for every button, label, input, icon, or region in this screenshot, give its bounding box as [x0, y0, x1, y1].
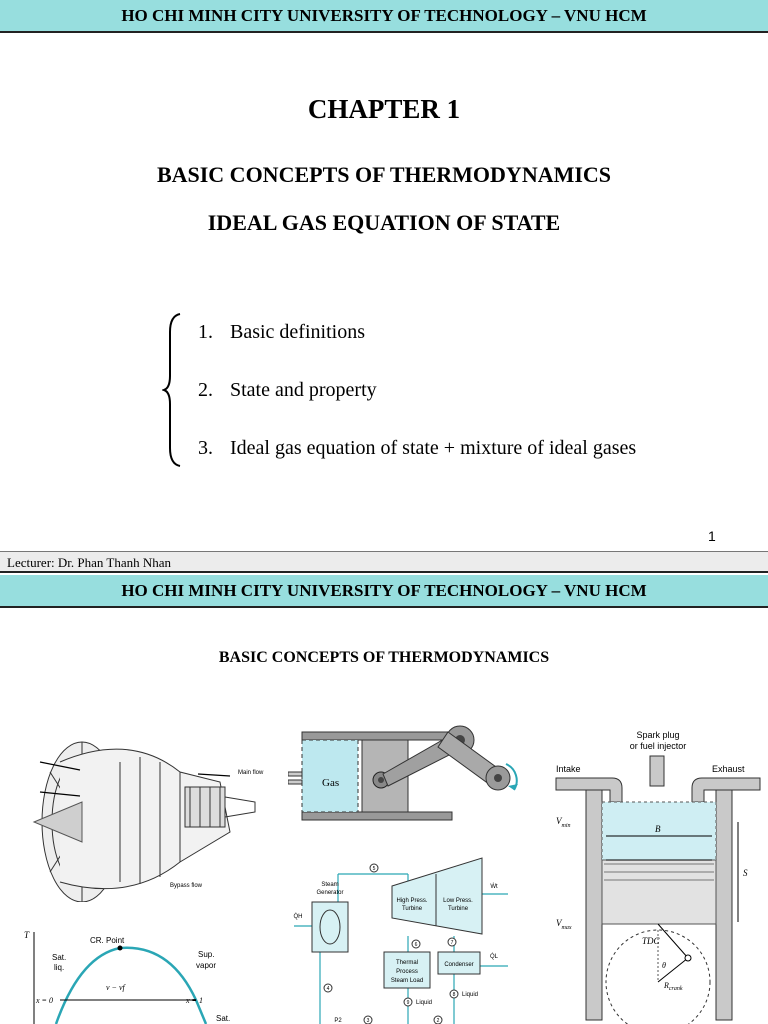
exhaust-label: Exhaust: [712, 764, 745, 774]
critical-point-label: CR. Point: [90, 936, 125, 945]
list-item: 3. Ideal gas equation of state + mixture of ideal gases: [198, 437, 637, 459]
sup-vapor-label: Sup.: [198, 950, 215, 959]
svg-text:Vmax: $V_{max}$: [556, 918, 572, 931]
list-item: 2. State and property: [198, 379, 377, 401]
cogeneration-plant-figure: [288, 852, 528, 1024]
x1-label: x = 1: [186, 996, 203, 1005]
subtitle-ideal-gas: IDEAL GAS EQUATION OF STATE: [207, 210, 561, 235]
list-item: 1. Basic definitions: [198, 321, 365, 343]
university-header: HO CHI MINH CITY UNIVERSITY OF TECHNOLOGY – VNU HCM: [121, 6, 647, 25]
university-header: HO CHI MINH CITY UNIVERSITY OF TECHNOLOGY – VNU HCM: [121, 581, 647, 600]
lecturer-footer: [0, 551, 768, 573]
hp-turbine-label: High Press.: [396, 898, 428, 904]
ic-engine-figure: [552, 726, 768, 1024]
svg-text:liq.: liq.: [54, 963, 65, 972]
t-axis-label: T: [24, 930, 30, 940]
liquid-label: Liquid: [461, 992, 479, 998]
svg-text:Turbine: Turbine: [401, 906, 423, 912]
state-7-marker: 7: [450, 940, 454, 946]
svg-text:Turbine: Turbine: [447, 906, 469, 912]
lecturer-name: Lecturer: Dr. Phan Thanh Nhan: [7, 555, 172, 570]
piston-cylinder-figure: [288, 712, 538, 840]
wt-label: Ẇt: [490, 884, 498, 890]
ql-label: Q̇L: [489, 954, 499, 960]
svg-text:Steam Load: Steam Load: [390, 978, 424, 984]
vmin-label: V: [556, 816, 562, 826]
vmax-label: V: [556, 918, 562, 928]
svg-text:Process: Process: [396, 969, 418, 975]
fuel-injector-label: or fuel injector: [629, 741, 687, 751]
curly-brace-icon: [162, 312, 184, 473]
tdc-label: TDC: [642, 936, 660, 946]
state-9-marker: 9: [406, 1000, 410, 1006]
gas-label: Gas: [322, 777, 340, 789]
bypass-flow-label: Bypass flow: [170, 883, 203, 889]
condenser-label: Condenser: [444, 962, 474, 968]
qh-label: Q̇H: [293, 914, 303, 920]
chapter-title: CHAPTER 1: [307, 94, 461, 124]
state-4-marker: 4: [326, 986, 330, 992]
svg-text:Vmin: $V_{min}$: [556, 816, 571, 829]
liquid-label: Liquid: [415, 1000, 433, 1006]
page-number: 1: [708, 528, 716, 544]
subtitle-thermodynamics: BASIC CONCEPTS OF THERMODYNAMICS: [156, 162, 612, 187]
lp-turbine-label: Low Press.: [443, 898, 473, 904]
state-6-marker: 6: [414, 942, 418, 948]
slide2-header-band: [0, 575, 768, 608]
rcrank-label: R: [664, 981, 669, 990]
state-3-marker: 3: [366, 1018, 370, 1024]
p2-label: P2: [334, 1018, 342, 1024]
state-5-marker: 5: [372, 866, 376, 872]
slide1-header-band: [0, 0, 768, 33]
x0-label: x = 0: [36, 996, 53, 1005]
intake-label: Intake: [556, 764, 581, 774]
t-v-diagram-figure: [20, 926, 270, 1024]
svg-text:vapor: vapor: [196, 961, 217, 970]
state-8-marker: 8: [452, 992, 456, 998]
steam-generator-label: Steam: [321, 882, 339, 888]
slide2-title: BASIC CONCEPTS OF THERMODYNAMICS: [218, 649, 550, 666]
spark-plug-label: Spark plug: [636, 730, 680, 740]
svg-text:Rcrank: $R_{crank}$: [664, 981, 683, 992]
state-2-marker: 2: [436, 1018, 440, 1024]
bore-label: B: [655, 824, 661, 834]
sat-label: Sat.: [216, 1014, 231, 1023]
v-vf-label: v − vf: [106, 983, 125, 992]
theta-label: θ: [662, 961, 666, 970]
thermal-process-label: Thermal: [395, 960, 419, 966]
turbofan-engine-figure: [20, 712, 270, 902]
sat-liquid-label: Sat.: [52, 953, 67, 962]
svg-text:Generator: Generator: [316, 890, 344, 896]
main-flow-label: Main flow: [238, 770, 264, 776]
stroke-label: S: [743, 868, 748, 878]
